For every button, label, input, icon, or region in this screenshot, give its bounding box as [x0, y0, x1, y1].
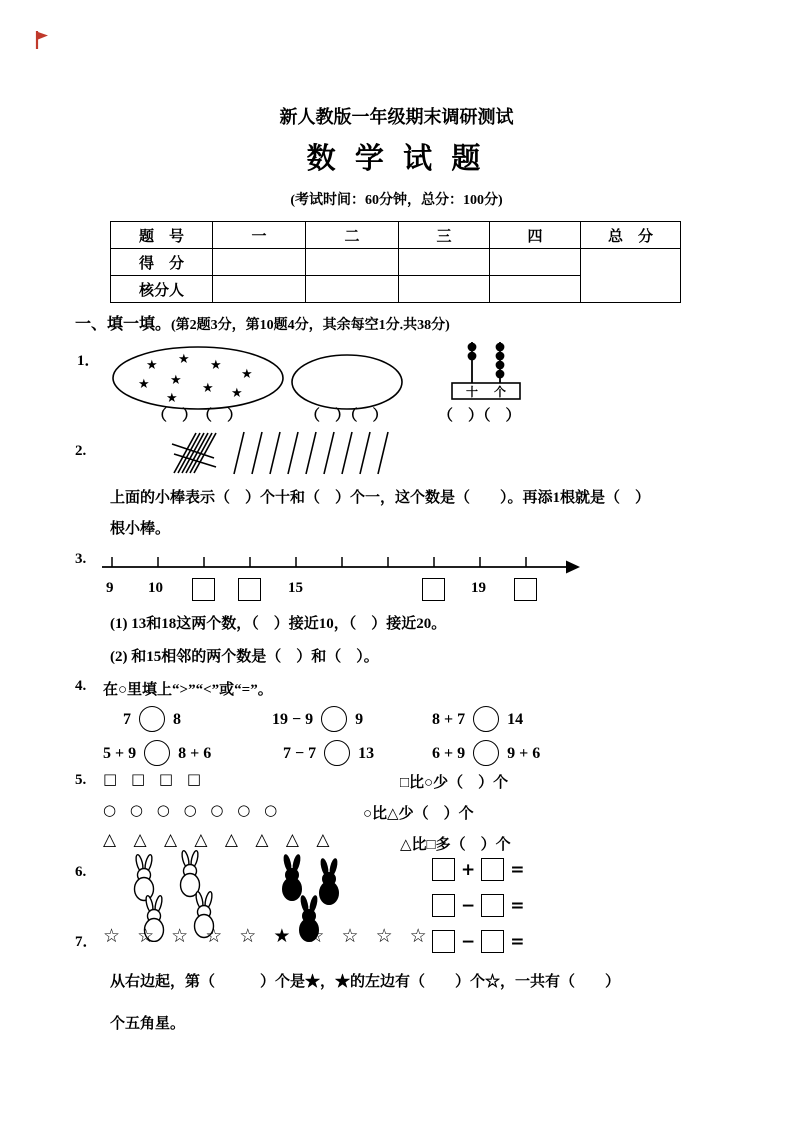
compare-item	[432, 740, 540, 766]
answer-box	[481, 930, 504, 953]
q5-circles-row: ○ ○ ○ ○ ○ ○ ○	[103, 801, 278, 819]
q7-line1: 从右边起，第（ ）个是★，★的左边有（ ）个☆，一共有（ ）	[110, 974, 621, 990]
q1-blanks-right: （ ）（ ）	[438, 408, 521, 424]
section1-title: 一、填一填。	[75, 316, 172, 333]
compare-circle	[324, 740, 350, 766]
score-table-row	[111, 249, 681, 276]
score-header-cell: 一	[213, 222, 306, 249]
compare-item	[272, 706, 363, 732]
expression-right: 8 + 6	[178, 745, 212, 762]
exam-subject: 数 学 试 题	[306, 143, 487, 175]
q1-blanks-left: （ ） （ ）	[152, 408, 243, 424]
score-empty-cell	[490, 249, 581, 276]
score-empty-cell	[399, 276, 490, 303]
equation-row	[432, 930, 531, 953]
abacus-tens-label: 十	[465, 385, 479, 399]
number-line-label-9: 9	[106, 580, 114, 596]
white-rabbit-icon	[135, 854, 154, 900]
score-header-cell: 二	[306, 222, 399, 249]
number-line-answer-box	[238, 578, 261, 601]
red-flag-icon	[34, 30, 50, 55]
stars-oval-figure	[110, 342, 286, 412]
q2-line1: 上面的小棒表示（ ）个十和（ ）个一，这个数是（ ）。再添1根就是（ ）	[110, 490, 651, 506]
q2-line2: 根小棒。	[110, 521, 171, 537]
compare-circle	[144, 740, 170, 766]
expression-left: 7	[123, 711, 131, 728]
expression-left: 19 − 9	[272, 711, 314, 728]
expression-right: 14	[507, 711, 524, 728]
section1-heading	[75, 311, 450, 334]
score-header-cell: 总 分	[581, 222, 681, 249]
black-rabbit-icon	[320, 858, 339, 904]
score-header-cell: 四	[490, 222, 581, 249]
q5-question-1: □比○少（ ）个	[400, 775, 509, 791]
score-header-cell: 三	[399, 222, 490, 249]
q6-number: 6.	[75, 864, 87, 880]
expression-right: 13	[358, 745, 375, 762]
white-rabbit-icon	[181, 850, 200, 896]
expression-right: 9 + 6	[507, 745, 541, 762]
answer-box	[481, 858, 504, 881]
expression-left: 5 + 9	[103, 745, 137, 762]
compare-circle	[321, 706, 347, 732]
expression-left: 6 + 9	[432, 745, 466, 762]
answer-box	[481, 894, 504, 917]
exam-info-line: (考试时间：60分钟，总分：100分)	[290, 193, 503, 208]
score-empty-cell	[399, 249, 490, 276]
q5-question-2: ○比△少（ ）个	[363, 806, 474, 822]
q5-triangles-row: △ △ △ △ △ △ △ △	[103, 830, 330, 850]
q3-sub1: (1) 13和18这两个数，（ ）接近10，（ ）接近20。	[110, 616, 447, 632]
q5-question-3: △比□多（ ）个	[400, 837, 511, 853]
score-empty-cell	[490, 276, 581, 303]
answer-box	[432, 858, 455, 881]
score-table	[110, 221, 681, 303]
equals-sign: =	[510, 931, 525, 952]
star-glyph: ★	[241, 367, 253, 382]
star-glyph: ★	[166, 391, 178, 406]
score-empty-cell	[213, 249, 306, 276]
q5-number: 5.	[75, 772, 87, 788]
number-line-label-19: 19	[471, 580, 486, 596]
section1-note: (第2题3分，第10题4分，其余每空1分.共38分)	[171, 318, 450, 333]
score-empty-cell	[306, 249, 399, 276]
q7-line2: 个五角星。	[110, 1016, 186, 1032]
star-glyph: ★	[210, 358, 222, 373]
compare-circle	[139, 706, 165, 732]
equals-sign: =	[510, 859, 525, 880]
score-empty-cell	[213, 276, 306, 303]
operator: −	[461, 895, 476, 916]
compare-circle	[473, 740, 499, 766]
score-row-label: 核分人	[111, 276, 213, 303]
score-header-cell: 题 号	[111, 222, 213, 249]
exam-title: 新人教版一年级期末调研测试	[279, 107, 514, 127]
black-rabbit-icon	[283, 854, 302, 900]
compare-item	[103, 740, 211, 766]
score-table-header-row	[111, 222, 681, 249]
star-glyph: ★	[178, 352, 190, 367]
q4-intro: 在○里填上“>”“<”或“=”。	[103, 682, 273, 698]
q5-squares-row: □ □ □ □	[103, 770, 201, 788]
expression-left: 7 − 7	[283, 745, 317, 762]
compare-item	[432, 706, 523, 732]
abacus-ones-label: 个	[493, 385, 507, 399]
expression-right: 9	[355, 711, 364, 728]
q7-stars-row: ☆ ☆ ☆ ☆ ☆ ★ ☆ ☆ ☆ ☆	[103, 925, 427, 947]
score-empty-cell	[306, 276, 399, 303]
compare-circle	[473, 706, 499, 732]
q2-number: 2.	[75, 443, 87, 459]
score-row-label: 得 分	[111, 249, 213, 276]
operator: +	[461, 859, 476, 880]
number-line-answer-box	[514, 578, 537, 601]
star-glyph: ★	[231, 386, 243, 401]
sticks-figure	[168, 427, 408, 479]
star-glyph: ★	[138, 377, 150, 392]
number-line	[100, 554, 582, 576]
number-line-answer-box	[192, 578, 215, 601]
equation-row	[432, 894, 531, 917]
star-glyph: ★	[170, 373, 182, 388]
answer-box	[432, 930, 455, 953]
q1-number: 1．	[77, 353, 100, 369]
expression-right: 8	[173, 711, 181, 728]
q3-number: 3.	[75, 551, 87, 567]
number-line-label-15: 15	[288, 580, 303, 596]
equation-row	[432, 858, 531, 881]
empty-oval-figure	[290, 353, 404, 411]
star-glyph: ★	[202, 381, 214, 396]
compare-item	[283, 740, 374, 766]
star-glyph: ★	[146, 358, 158, 373]
expression-left: 8 + 7	[432, 711, 466, 728]
number-line-label-10: 10	[148, 580, 163, 596]
number-line-answer-box	[422, 578, 445, 601]
q7-number: 7．	[75, 934, 98, 950]
q1-blanks-mid: （ ）（ ）	[305, 408, 388, 424]
q3-sub2: (2) 和15相邻的两个数是（ ）和（ ）。	[110, 649, 379, 665]
equals-sign: =	[510, 895, 525, 916]
answer-box	[432, 894, 455, 917]
q4-number: 4.	[75, 678, 87, 694]
total-score-cell	[581, 249, 681, 303]
operator: −	[461, 931, 476, 952]
abacus-figure	[450, 338, 522, 402]
compare-item	[123, 706, 181, 732]
